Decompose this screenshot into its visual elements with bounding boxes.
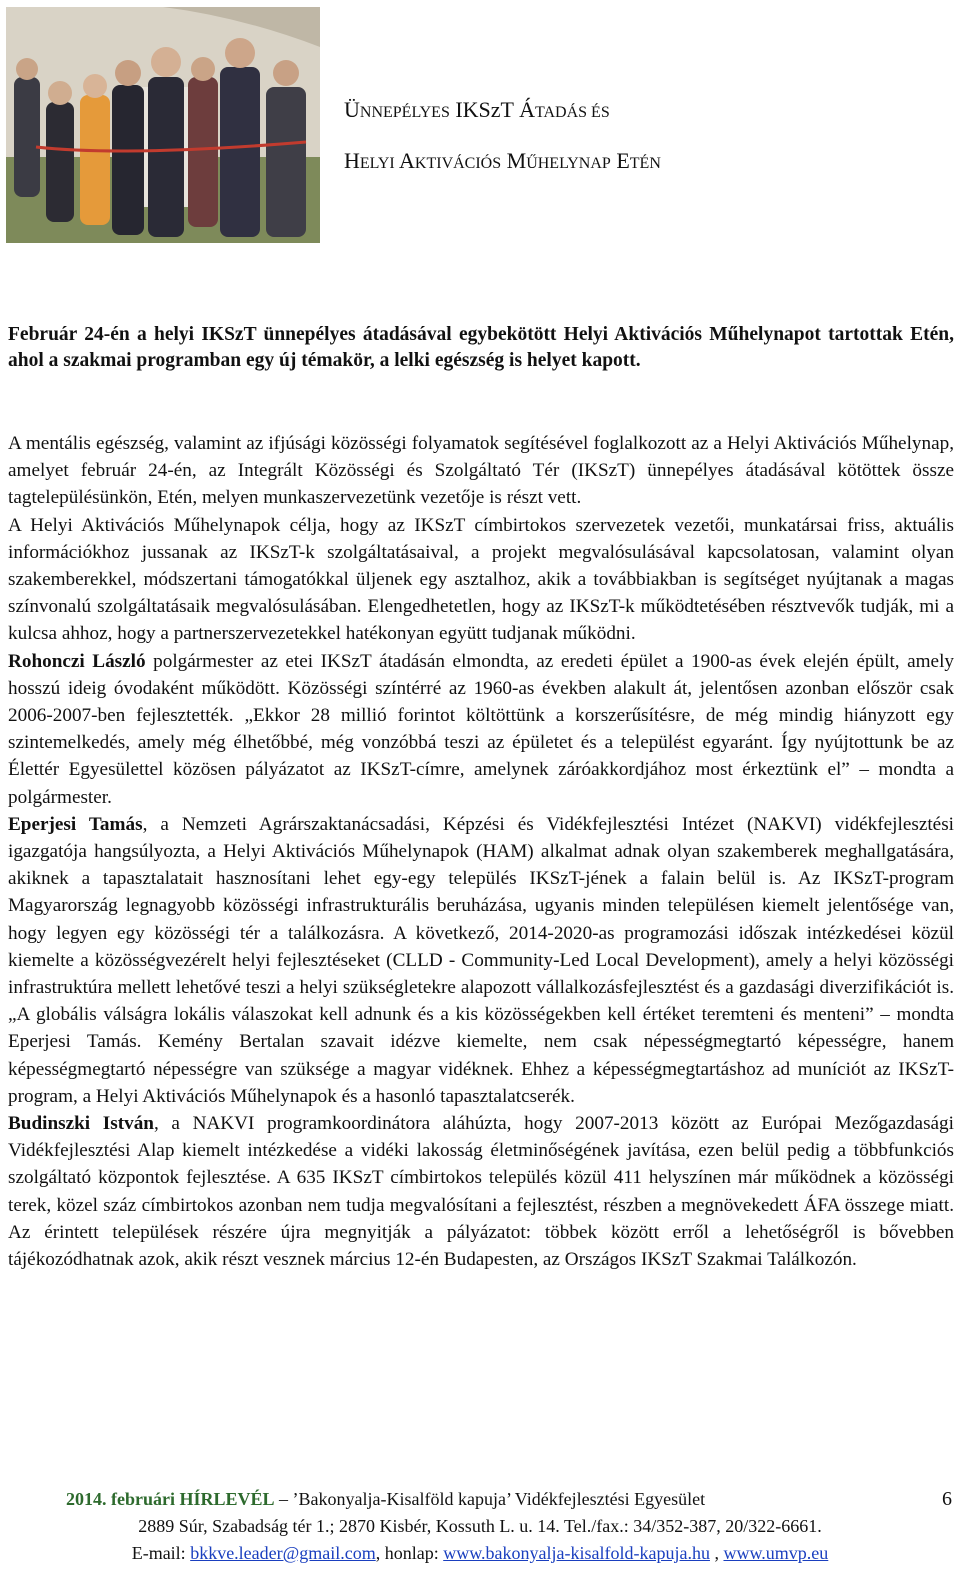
title-line-1 (344, 86, 944, 137)
paragraph-text: , a Nemzeti Agrárszaktanácsadási, Képzési és Vidékfejlesztési Intézet (NAKVI) vidékfejlesztési igazgatója hangsúlyozta, a Helyi Aktivációs Műhelynapok (HAM) alkalmat adnak olyan szakemberek meghallgatására, akiknek a tapasztalatait hasznosítani lehet egy-egy település IKSzT-jének a falain belül is. Az IKSzT-program Magyarország legnagyobb közösségi infrastrukturális beruházása, ugyanis minden településen kiemelt jelentősége van, hogy legyen egy közösségi tér a találkozásra. A következő, 2014-2020-as programozási időszak intézkedései közül kiemelte a közösségvezérelt helyi fejlesztéseket (CLLD - Community-Led Local Development), amely a helyi közösségi infrastruktúra mellett lehetővé teszi a helyi szükségletekre alapozott vállalkozásfejlesztést és a gazdasági diverzifikációt is. „A globális válságra lokális válaszokat kell adnunk és a kis közösségekben kell értéket teremteni és menteni” – mondta Eperjesi Tamás. Kemény Bertalan szavait idézve kiemelte, nem csak népességmegtartó képességre, hanem képességmegtartó népességre van szüksége a magyar vidéknek. Ehhez a képességmegtartáshoz ad muníciót az IKSzT-program, a Helyi Aktivációs Műhelynapok és a hasonló tapasztalatcserék. (8, 813, 954, 1107)
title-char: E (610, 148, 630, 173)
footer-contacts (0, 1540, 960, 1567)
paragraph-2: A Helyi Aktivációs Műhelynapok célja, hogy az IKSzT címbirtokos szervezetek vezetői, munkatársai friss, aktuális információkhoz jussanak az IKSzT-k szolgáltatásaival, a projekt megvalósulásával kapcsolatosan, valamint olyan szakemberekkel, módszertani támogatókkal üljenek egy asztalhoz, akik a továbbiakban is segítséget nyújtanak a magas színvonalú szolgáltatásaik megvalósulásában. Elengedhetetlen, hogy az IKSzT-k működtetésében résztvevők tudják, mi a kulcsa ahhoz, hogy a partnerszervezetekkel hatékonyan együtt tudjanak működni. (8, 514, 954, 645)
ribbon-cutting-photo (6, 7, 320, 243)
newsletter-label: 2014. februári HÍRLEVÉL (66, 1489, 275, 1509)
link-separator: , (709, 1543, 724, 1563)
title-smallcaps: ELYI (359, 155, 395, 172)
title-smallcaps: KTIVÁCIÓS (414, 155, 502, 172)
title-smallcaps: NNEPÉLYES (359, 104, 450, 121)
page-number: 6 (942, 1488, 952, 1510)
article-body (8, 430, 954, 1273)
website-link-2[interactable]: www.umvp.eu (723, 1543, 829, 1563)
article-title (344, 86, 944, 188)
paragraph-1: A mentális egészség, valamint az ifjúsági közösségi folyamatok segítésével foglalkozott az a Helyi Aktivációs Műhelynap, amelyet február 24-én, az Integrált Közösségi és Szolgáltató Tér (IKSzT) ünnepélyes átadásával kötöttek össze tagtelepülésünkön, Etén, melyen munkaszervezetünk vezetője is részt vett. (8, 433, 954, 509)
title-smallcaps: ŰHELYNAP (526, 155, 611, 172)
title-smallcaps: TADÁS ÉS (535, 104, 610, 121)
speaker-name: Budinszki István (8, 1113, 154, 1135)
footer-line-1 (66, 1486, 960, 1513)
title-char: H (344, 148, 360, 173)
speaker-name: Eperjesi Tamás (8, 813, 143, 835)
title-line-2 (344, 137, 944, 188)
title-smallcaps: TÉN (629, 155, 661, 172)
lead-paragraph: Február 24-én a helyi IKSzT ünnepélyes átadásával egybekötött Helyi Aktivációs Műhelynapot tartottak Etén, ahol a szakmai programban egy új témakör, a lelki egészség is helyet kapott. (8, 324, 954, 371)
title-char: A (394, 148, 415, 173)
web-label: , honlap: (375, 1543, 444, 1563)
title-char: Ü (344, 97, 360, 122)
page-footer (0, 1486, 960, 1567)
photo-illustration-icon (6, 7, 320, 243)
paragraph-4 (8, 811, 954, 1110)
footer-address: 2889 Súr, Szabadság tér 1.; 2870 Kisbér, Kossuth L. u. 14. Tel./fax.: 34/352-387, 20/322-6661. (138, 1516, 822, 1536)
organization-name: ’Bakonyalja-Kisalföld kapuja’ Vidékfejlesztési Egyesület (292, 1489, 706, 1509)
title-char: M (501, 148, 527, 173)
speaker-name: Rohonczi László (8, 650, 146, 672)
footer-dash: – (274, 1489, 293, 1509)
website-link-1[interactable]: www.bakonyalja-kisalfold-kapuja.hu (443, 1543, 710, 1563)
title-word: IKSzT (449, 97, 520, 122)
email-link[interactable]: bkkve.leader@gmail.com (190, 1543, 376, 1563)
paragraph-3 (8, 648, 954, 811)
paragraph-text: polgármester az etei IKSzT átadásán elmondta, az eredeti épület a 1900-as évek elején épült, amely hosszú ideig óvodaként működött. Közösségi színtérré az 1960-as években alakult át, jelentősen azonban először csak 2006-2007-ben fejlesztették. „Ekkor 28 millió forintot költöttünk a korszerűsítésre, de még mindig hiányzott egy szintemelkedés, amely még élhetőbbé, még vonzóbbá teszi az épületet és a települést egyaránt. Így nyújtottunk be az Élettér Egyesülettel közösen pályázatot az IKSzT-címre, amelynek záróakkordjához most érkeztünk el” – mondta a polgármester. (8, 650, 954, 808)
paragraph-text: , a NAKVI programkoordinátora aláhúzta, hogy 2007-2013 között az Európai Mezőgazdasági Vidékfejlesztési Alap kiemelt intézkedése a vidéki lakosság életminőségének javítása, ezen belül pedig a többfunkciós szolgáltató központok fejlesztése. A 635 IKSzT címbirtokos település közül 411 helyszínen már működnek a közösségi terek, közel száz címbirtokos azonban nem tudja megvalósítani a fejlesztést, részben a megnövekedett ÁFA összege miatt. Az érintett települések részére újra megnyitják a pályázatot: többek között erről a lehetőségről is bővebben tájékozódhatnak azok, akik részt vesznek március 12-én Budapesten, az Országos IKSzT Szakmai Találkozón. (8, 1113, 954, 1271)
email-label: E-mail: (131, 1543, 191, 1563)
title-char: Á (519, 97, 535, 122)
paragraph-5 (8, 1110, 954, 1273)
